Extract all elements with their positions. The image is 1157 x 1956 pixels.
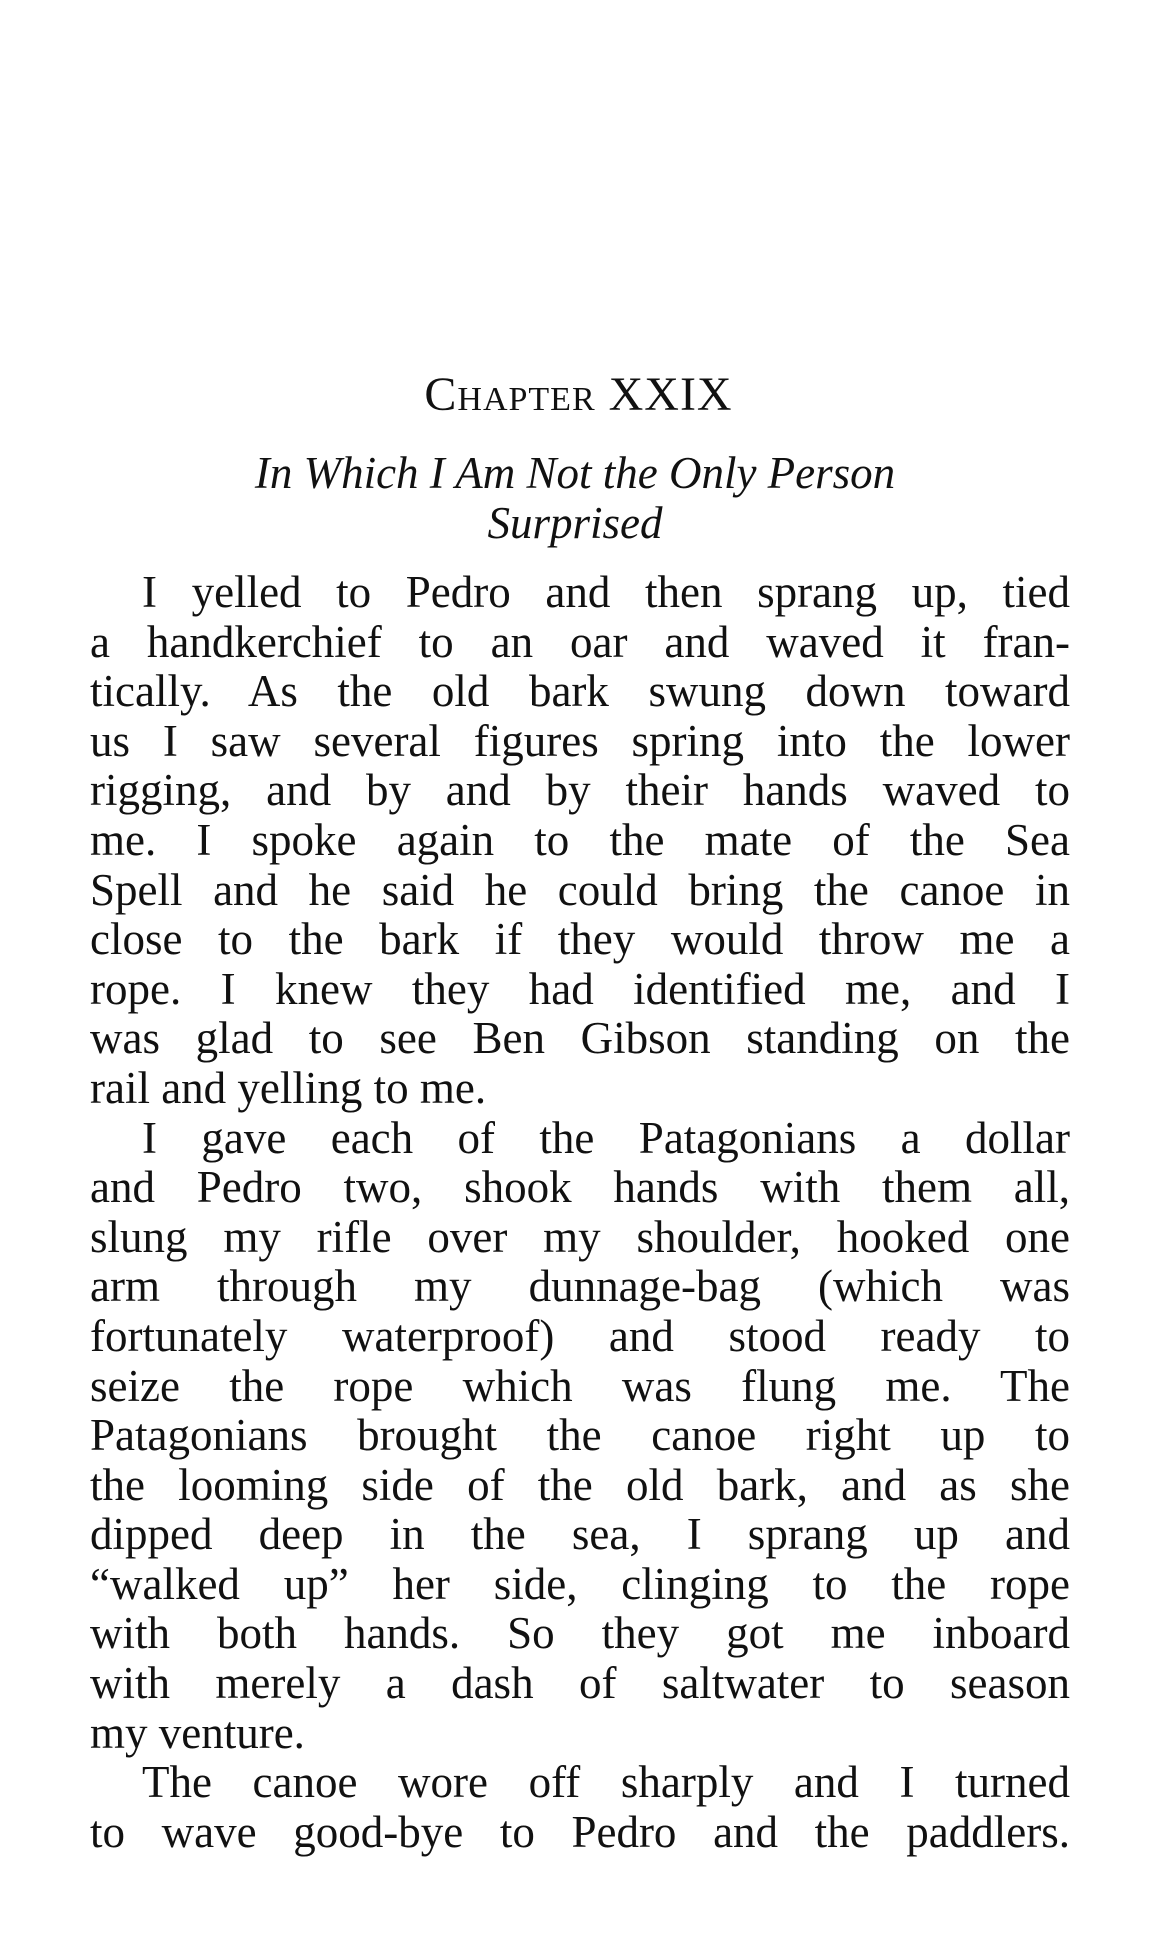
text-line: to wave good-bye to Pedro and the paddlers.: [90, 1806, 1070, 1857]
chapter-subtitle: [130, 448, 1020, 548]
text-line: my venture.: [90, 1707, 305, 1758]
text-line: close to the bark if they would throw me a: [90, 914, 1070, 965]
text-line: with both hands. So they got me inboard: [90, 1608, 1070, 1659]
text-line: “walked up” her side, clinging to the rope: [90, 1558, 1070, 1609]
text-line: and Pedro two, shook hands with them all,: [90, 1162, 1070, 1213]
body-text: [90, 568, 1070, 1857]
text-line: rail and yelling to me.: [90, 1062, 487, 1113]
text-line: The canoe wore off sharply and I turned: [142, 1757, 1070, 1808]
text-line: a handkerchief to an oar and waved it fran-: [90, 616, 1070, 667]
text-line: fortunately waterproof) and stood ready to: [90, 1310, 1070, 1361]
text-line: tically. As the old bark swung down toward: [90, 666, 1070, 717]
text-line: I gave each of the Patagonians a dollar: [142, 1112, 1070, 1163]
text-line: seize the rope which was flung me. The: [90, 1360, 1070, 1411]
text-line: slung my rifle over my shoulder, hooked one: [90, 1211, 1070, 1262]
text-line: Patagonians brought the canoe right up to: [90, 1410, 1070, 1461]
chapter-subtitle-line: Surprised: [487, 498, 663, 548]
chapter-number: Chapter XXIX: [424, 368, 733, 421]
text-line: dipped deep in the sea, I sprang up and: [90, 1509, 1070, 1560]
text-line: I yelled to Pedro and then sprang up, tied: [142, 567, 1070, 617]
text-line: with merely a dash of saltwater to season: [90, 1658, 1070, 1709]
text-line: arm through my dunnage-bag (which was: [90, 1261, 1070, 1312]
text-line: rigging, and by and by their hands waved to: [90, 765, 1070, 816]
text-line: me. I spoke again to the mate of the Sea: [90, 814, 1070, 865]
text-line: Spell and he said he could bring the canoe in: [90, 864, 1070, 915]
text-line: the looming side of the old bark, and as she: [90, 1459, 1070, 1510]
text-line: us I saw several figures spring into the lower: [90, 715, 1070, 766]
chapter-subtitle-line: In Which I Am Not the Only Person: [254, 448, 896, 498]
text-line: rope. I knew they had identified me, and I: [90, 963, 1070, 1014]
text-line: was glad to see Ben Gibson standing on the: [90, 1013, 1070, 1064]
chapter-heading: [0, 365, 1157, 425]
